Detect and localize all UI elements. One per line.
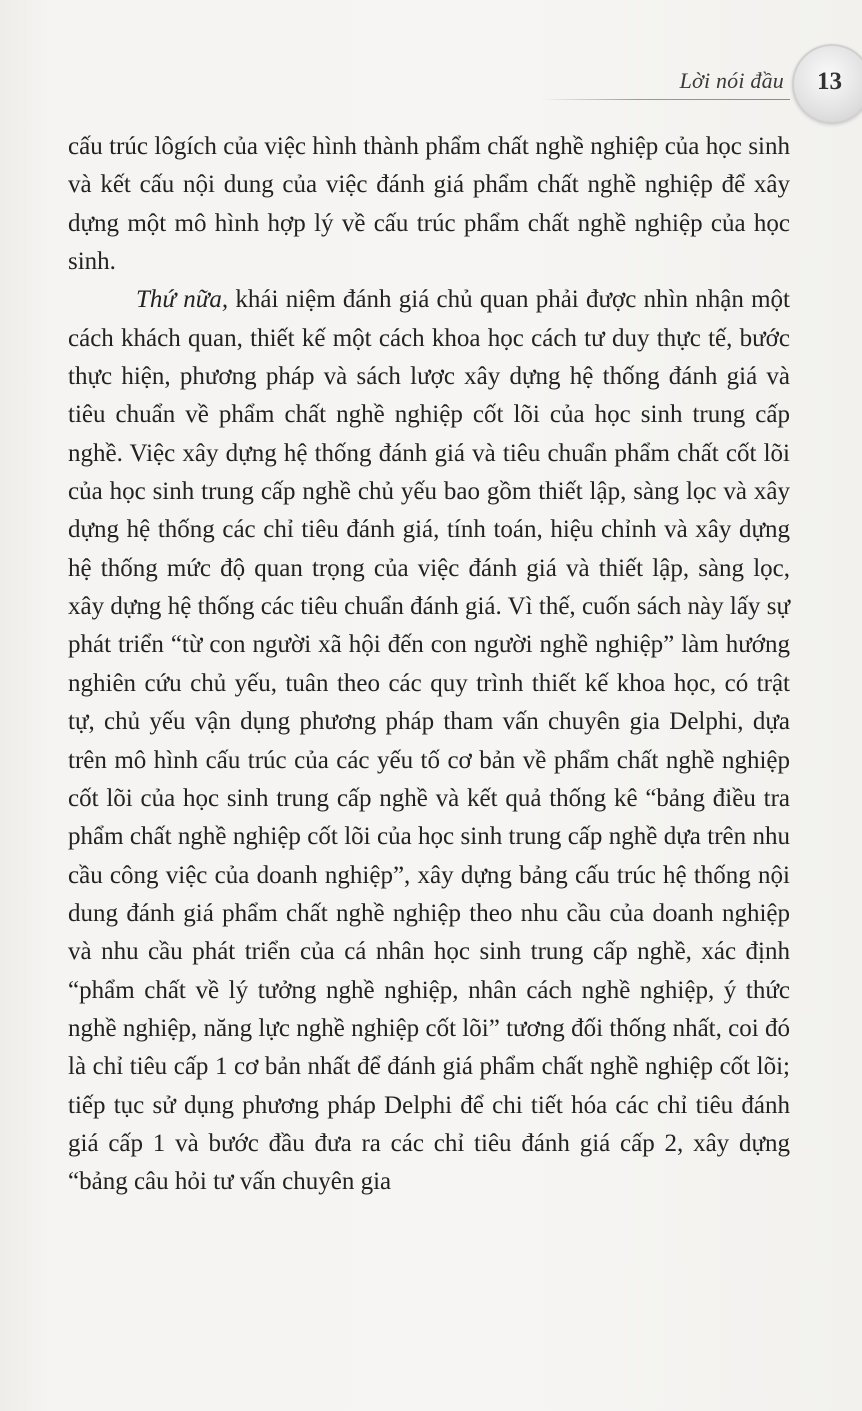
running-header-title: Lời nói đầu <box>679 68 784 93</box>
body-text <box>68 128 790 1202</box>
header-rule <box>540 99 790 100</box>
paragraph-2-lead: Thứ nữa, <box>136 286 229 314</box>
paragraph-2 <box>68 281 790 1201</box>
paragraph-2-text: khái niệm đánh giá chủ quan phải được nhìn nhận một cách khách quan, thiết kế một cách khoa học cách tư duy thực tế, bước thực hiện, phương pháp và sách lược xây dựng hệ thống đánh giá và tiêu chuẩn về phẩm chất nghề nghiệp cốt lõi của học sinh trung cấp nghề. Việc xây dựng hệ thống đánh giá và tiêu chuẩn phẩm chất cốt lõi của học sinh trung cấp nghề chủ yếu bao gồm thiết lập, sàng lọc và xây dựng hệ thống các chỉ tiêu đánh giá, tính toán, hiệu chỉnh và xây dựng hệ thống mức độ quan trọng của việc đánh giá và thiết lập, sàng lọc, xây dựng hệ thống các tiêu chuẩn đánh giá. Vì thế, cuốn sách này lấy sự phát triển “từ con người xã hội đến con người nghề nghiệp” làm hướng nghiên cứu chủ yếu, tuân theo các quy trình thiết kế khoa học, có trật tự, chủ yếu vận dụng phương pháp tham vấn chuyên gia Delphi, dựa trên mô hình cấu trúc của các yếu tố cơ bản về phẩm chất nghề nghiệp cốt lõi của học sinh trung cấp nghề và kết quả thống kê “bảng điều tra phẩm chất nghề nghiệp cốt lõi của học sinh trung cấp nghề dựa trên nhu cầu công việc của doanh nghiệp”, xây dựng bảng cấu trúc hệ thống nội dung đánh giá phẩm chất nghề nghiệp theo nhu cầu của doanh nghiệp và nhu cầu phát triển của cá nhân học sinh trung cấp nghề, xác định “phẩm chất về lý tưởng nghề nghiệp, nhân cách nghề nghiệp, ý thức nghề nghiệp, năng lực nghề nghiệp cốt lõi” tương đối thống nhất, coi đó là chỉ tiêu cấp 1 cơ bản nhất để đánh giá phẩm chất nghề nghiệp cốt lõi; tiếp tục sử dụng phương pháp Delphi để chi tiết hóa các chỉ tiêu đánh giá cấp 1 và bước đầu đưa ra các chỉ tiêu đánh giá cấp 2, xây dựng “bảng câu hỏi tư vấn chuyên gia <box>68 286 790 1196</box>
page-number: 13 <box>817 68 842 95</box>
paragraph-1: cấu trúc lôgích của việc hình thành phẩm chất nghề nghiệp của học sinh và kết cấu nội dung của việc đánh giá phẩm chất nghề nghiệp để xây dựng một mô hình hợp lý về cấu trúc phẩm chất nghề nghiệp của học sinh. <box>68 133 790 276</box>
